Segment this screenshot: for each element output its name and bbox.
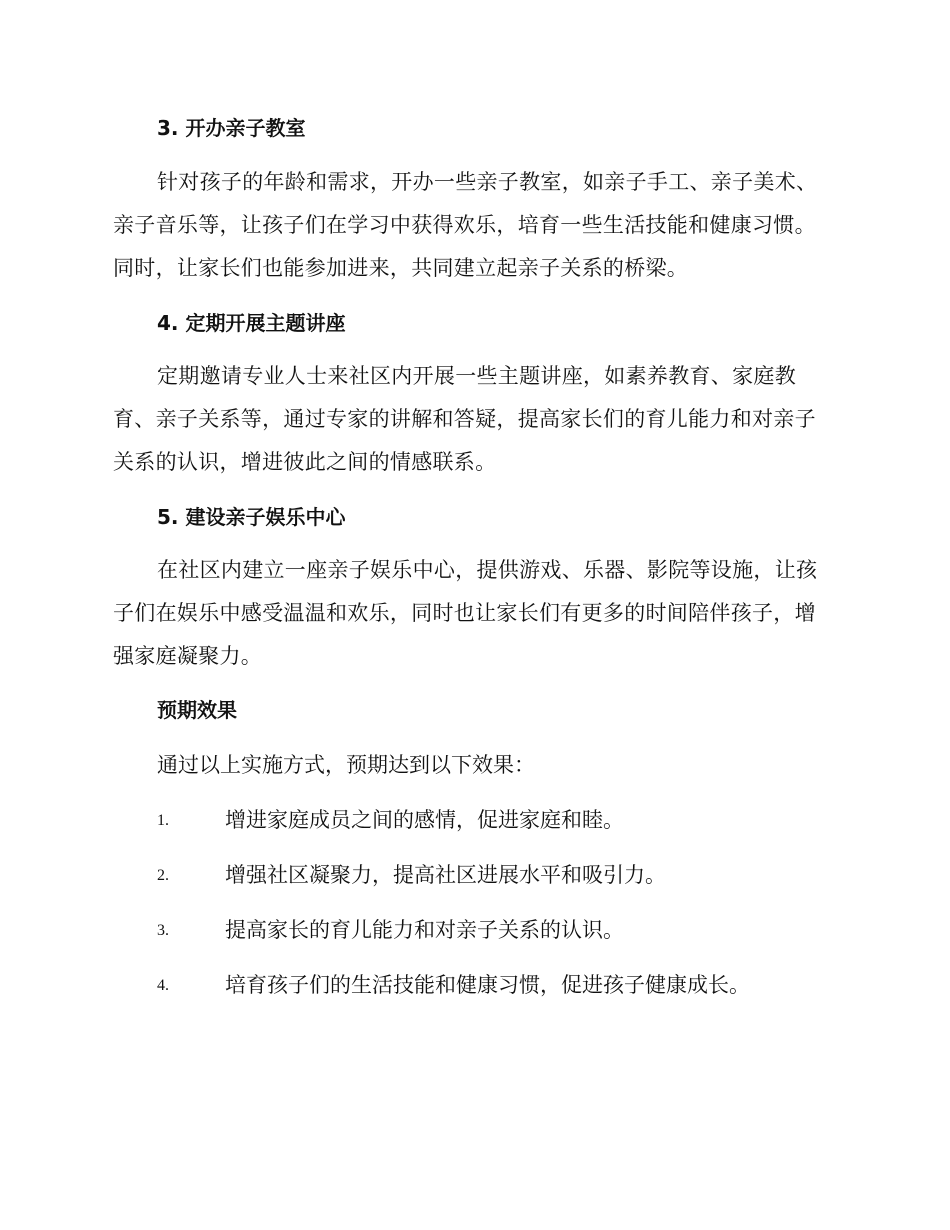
list-item-number: 4. (157, 977, 169, 994)
section-heading-3: 3. 开办亲子教室 (157, 116, 306, 140)
section-body-5: 在社区内建立一座亲子娱乐中心，提供游戏、乐器、影院等设施，让孩子们在娱乐中感受温温和欢乐，同时也让家长们有更多的时间陪伴孩子，增强家庭凝聚力。 (113, 558, 818, 668)
list-item-text: 增强社区凝聚力，提高社区进展水平和吸引力。 (225, 863, 666, 887)
list-item (157, 860, 857, 890)
list-item-text: 增进家庭成员之间的感情，促进家庭和睦。 (225, 808, 624, 832)
section-heading-5: 5. 建设亲子娱乐中心 (157, 505, 346, 529)
section-heading-4: 4. 定期开展主题讲座 (157, 311, 346, 335)
list-item (157, 805, 857, 835)
list-item-number: 2. (157, 867, 169, 884)
section-body-3: 针对孩子的年龄和需求，开办一些亲子教室，如亲子手工、亲子美术、亲子音乐等，让孩子们在学习中获得欢乐，培育一些生活技能和健康习惯。同时，让家长们也能参加进来，共同建立起亲子关系的桥梁。 (113, 170, 818, 280)
section-body-4: 定期邀请专业人士来社区内开展一些主题讲座，如素养教育、家庭教育、亲子关系等，通过专家的讲解和答疑，提高家长们的育儿能力和对亲子关系的认识，增进彼此之间的情感联系。 (113, 364, 816, 474)
list-item (157, 970, 857, 1000)
effects-intro: 通过以上实施方式，预期达到以下效果： (157, 753, 535, 777)
list-item-text: 提高家长的育儿能力和对亲子关系的认识。 (225, 918, 624, 942)
list-item-number: 3. (157, 922, 169, 939)
list-item-text: 培育孩子们的生活技能和健康习惯，促进孩子健康成长。 (225, 973, 750, 997)
list-item-number: 1. (157, 812, 169, 829)
effects-heading: 预期效果 (157, 698, 237, 722)
list-item (157, 915, 857, 945)
